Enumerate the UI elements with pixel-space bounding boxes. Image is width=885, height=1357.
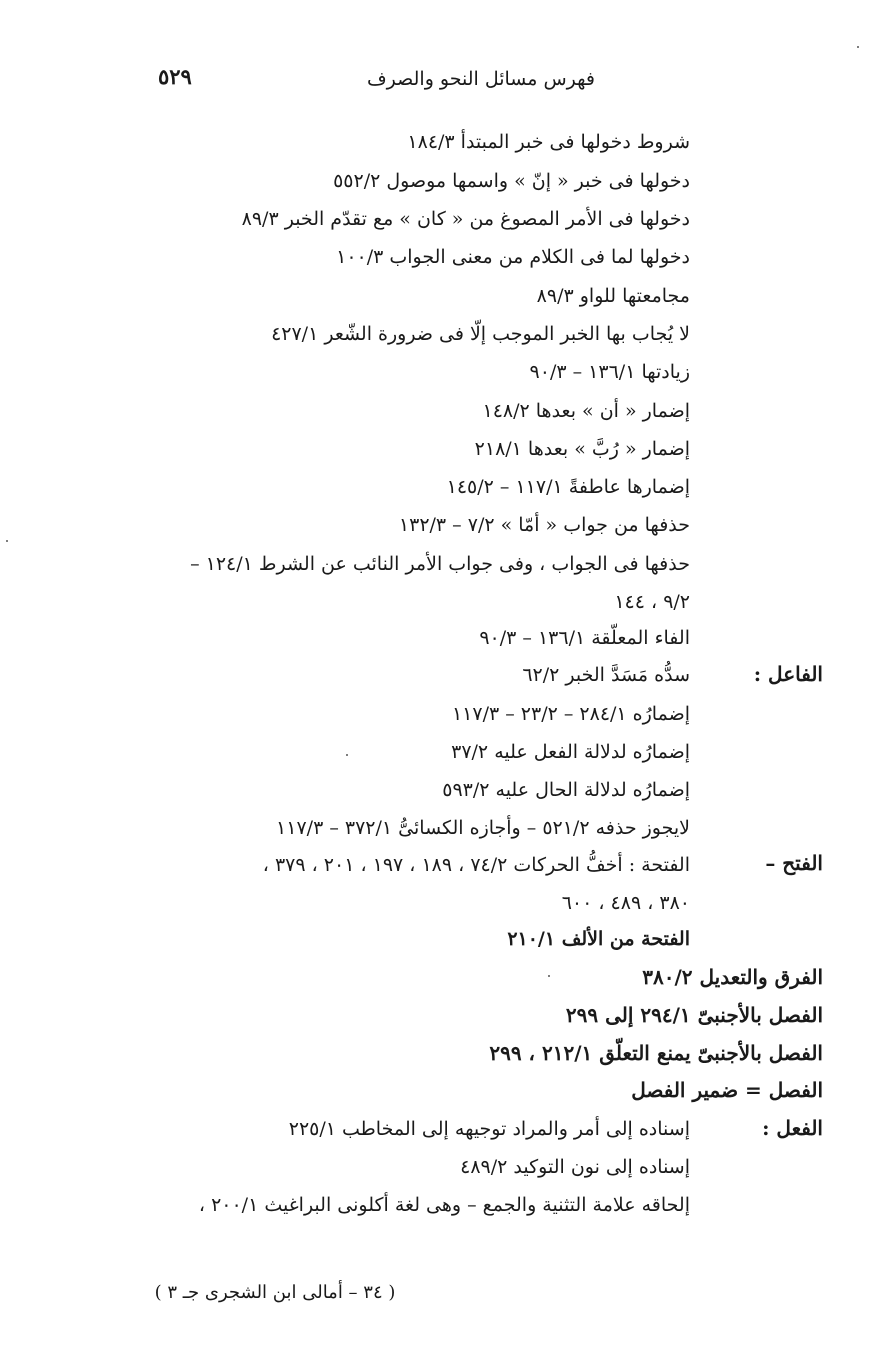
headword-entry: الفصل = ضمير الفصل [631, 1078, 823, 1102]
index-entry: دخولها لما فى الكلام من معنى الجواب ١٠٠/٣ [336, 246, 690, 268]
signature-line: ( ٣٤ – أمالى ابن الشجرى جـ ٣ ) [154, 1282, 396, 1303]
scan-speck [857, 46, 859, 48]
index-entry: إضمارُه ٢٨٤/١ – ٢٣/٢ – ١١٧/٣ [451, 703, 690, 725]
index-entry: دخولها فى الأمر المصوغ من « كان » مع تقدّم الخبر ٨٩/٣ [241, 208, 690, 230]
page-number: ٥٢٩ [158, 64, 192, 89]
index-entry: إضمار « رُبَّ » بعدها ٢١٨/١ [474, 438, 690, 460]
section-label-fil: الفعل : [762, 1116, 823, 1140]
index-entry: حذفها فى الجواب ، وفى جواب الأمر النائب عن الشرط ١٢٤/١ – [190, 553, 690, 575]
index-entry: مجامعتها للواو ٨٩/٣ [536, 285, 690, 307]
index-entry: إسناده إلى أمر والمراد توجيهه إلى المخاطب ٢٢٥/١ [288, 1118, 690, 1140]
index-entry: زيادتها ١٣٦/١ – ٩٠/٣ [529, 361, 690, 383]
index-entry: لايجوز حذفه ٥٢١/٢ – وأجازه الكسائىُّ ٣٧٢/١ – ١١٧/٣ [276, 817, 690, 839]
scan-speck [6, 540, 8, 542]
index-entry: الفتحة من الألف ٢١٠/١ [507, 928, 690, 950]
headword-entry: الفصل بالأجنبىّ ٢٩٤/١ إلى ٢٩٩ [565, 1003, 823, 1027]
index-entry: دخولها فى خبر « إنّ » واسمها موصول ٥٥٢/٢ [333, 170, 690, 192]
index-entry: إلحاقه علامة التثنية والجمع – وهى لغة أكلونى البراغيث ٢٠٠/١ ، [198, 1194, 690, 1216]
index-entry: حذفها من جواب « أمّا » ٧/٢ – ١٣٢/٣ [398, 514, 690, 536]
running-header-title: فهرس مسائل النحو والصرف [366, 68, 595, 90]
index-entry: شروط دخولها فى خبر المبتدأ ١٨٤/٣ [407, 131, 690, 153]
index-entry: لا يُجاب بها الخبر الموجب إلّا فى ضرورة الشّعر ٤٢٧/١ [271, 323, 690, 345]
index-entry: إضمارها عاطفةً ١١٧/١ – ١٤٥/٢ [446, 476, 690, 498]
index-entry: الفتحة : أخفُّ الحركات ٧٤/٢ ، ١٨٩ ، ١٩٧ ، ٢٠١ ، ٣٧٩ ، [262, 854, 690, 876]
section-label-fath: الفتح – [765, 851, 823, 875]
index-entry: سدُّه مَسَدَّ الخبر ٦٢/٢ [522, 664, 690, 686]
index-entry-continuation: ٣٨٠ ، ٤٨٩ ، ٦٠٠ [561, 892, 690, 914]
scan-speck [346, 754, 348, 756]
index-entry: إسناده إلى نون التوكيد ٤٨٩/٢ [460, 1156, 690, 1178]
index-entry: الفاء المعلّقة ١٣٦/١ – ٩٠/٣ [479, 627, 690, 649]
headword-entry: الفصل بالأجنبىّ يمنع التعلّق ٢١٢/١ ، ٢٩٩ [489, 1041, 823, 1065]
index-entry-continuation: ٩/٢ ، ١٤٤ [614, 591, 690, 613]
index-entry: إضمارُه لدلالة الحال عليه ٥٩٣/٢ [442, 779, 690, 801]
index-entry: إضمارُه لدلالة الفعل عليه ٣٧/٢ [451, 741, 690, 763]
headword-entry: الفرق والتعديل ٣٨٠/٢ [642, 965, 823, 989]
section-label-faail: الفاعل : [753, 662, 823, 686]
index-entry: إضمار « أن » بعدها ١٤٨/٢ [482, 400, 690, 422]
scan-speck [548, 975, 550, 977]
